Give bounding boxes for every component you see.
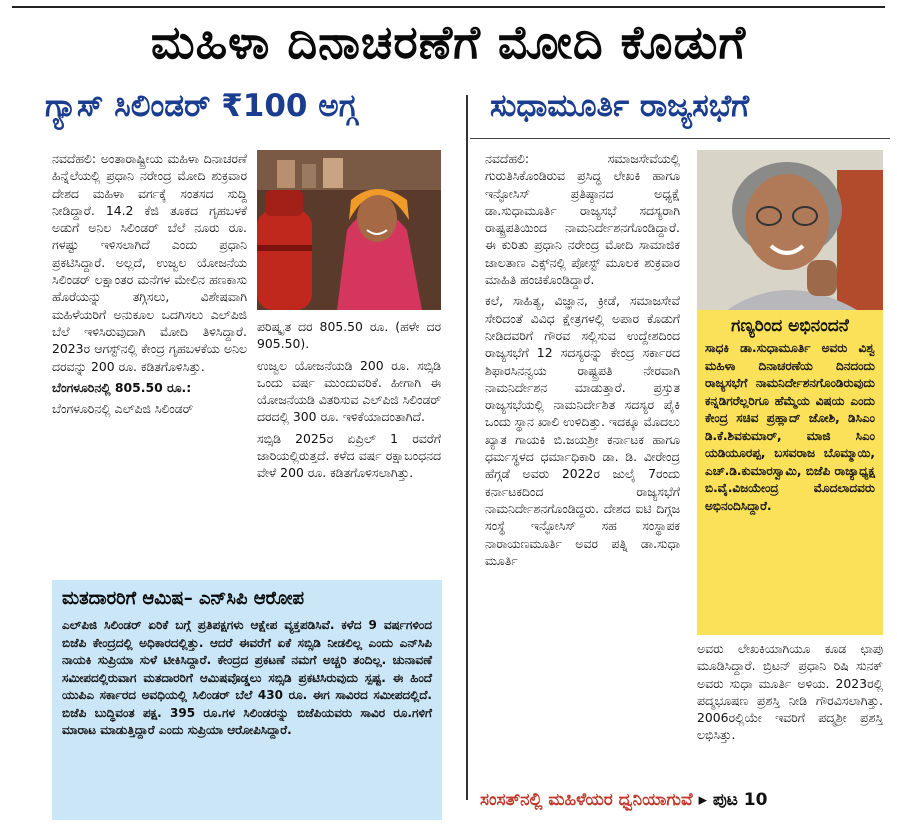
left-col1-subhead: ಬೆಂಗಳೂರಿನಲ್ಲಿ 805.50 ರೂ.: <box>52 379 192 395</box>
left-story-col2 <box>257 318 441 573</box>
congrats-box-text: ಸಾಧಕಿ ಡಾ.ಸುಧಾಮೂರ್ತಿ ಅವರು ವಿಶ್ವ ಮಹಿಳಾ ದಿನಾಚರಣೆಯ ದಿನದಂದು ರಾಜ್ಯಸಭೆಗೆ ನಾಮನಿರ್ದೇಶನಗೊಂಡಿರುವುದು ಕನ್ನಡಿಗರೆಲ್ಲರಿಗೂ ಹೆಮ್ಮೆಯ ವಿಷಯ ಎಂದು ಕೇಂದ್ರ ಸಚಿವ ಪ್ರಹ್ಲಾದ್ ಜೋಶಿ, ಡಿಸಿಎಂ ಡಿ.ಕೆ.ಶಿವಕುಮಾರ್, ಮಾಜಿ ಸಿಎಂ ಯಡಿಯೂರಪ್ಪ, ಬಸವರಾಜ ಬೊಮ್ಮಾಯಿ, ಎಚ್.ಡಿ.ಕುಮಾರಸ್ವಾಮಿ, ಬಿಜೆಪಿ ರಾಜ್ಯಾಧ್ಯಕ್ಷ ಬಿ.ವೈ.ವಿಜಯೇಂದ್ರ ಮೊದಲಾದವರು ಅಭಿನಂದಿಸಿದ್ದಾರೆ. <box>705 341 875 513</box>
page-headline: ಮಹಿಳಾ ದಿನಾಚರಣೆಗೆ ಮೋದಿ ಕೊಡುಗೆ <box>150 15 747 69</box>
left-col2-p2: ಉಜ್ವಲ ಯೋಜನೆಯಡಿ 200 ರೂ. ಸಬ್ಸಿಡಿ ಒಂದು ವರ್ಷ ಮುಂದುವರಿಕೆ. ಹೀಗಾಗಿ ಈ ಯೋಜನೆಯಡಿ ವಿತರಿಸುವ ಎಲ್‌ಪಿಜಿ ಸಿಲಿಂಡರ್ ದರದಲ್ಲಿ 300 ರೂ. ಇಳಿಕೆಯಾದಂತಾಗಿದೆ. <box>257 357 441 425</box>
right-col1-p1: ನವದೆಹಲಿ: ಸಮಾಜಸೇವೆಯಲ್ಲಿ ಗುರುತಿಸಿಕೊಂಡಿರುವ ಪ್ರಸಿದ್ಧ ಲೇಖಕಿ ಹಾಗೂ ಇನ್ಫೋಸಿಸ್ ಪ್ರತಿಷ್ಠಾನದ ಅಧ್ಯಕ್ಷೆ ಡಾ.ಸುಧಾಮೂರ್ತಿ ರಾಜ್ಯಸಭೆ ಸದಸ್ಯರಾಗಿ ರಾಷ್ಟ್ರಪತಿಯಿಂದ ನಾಮನಿರ್ದೇಶನಗೊಂಡಿದ್ದಾರೆ. ಈ ಕುರಿತು ಪ್ರಧಾನಿ ನರೇಂದ್ರ ಮೋದಿ ಸಾಮಾಜಿಕ ಜಾಲತಾಣ ಎಕ್ಸ್‌ನಲ್ಲಿ ಪೋಸ್ಟ್ ಮೂಲಕ ಶುಕ್ರವಾರ ಮಾಹಿತಿ ಹಂಚಿಕೊಂಡಿದ್ದಾರೆ. <box>485 151 680 288</box>
sudha-murty-photo <box>697 150 883 310</box>
right-story-col2 <box>697 640 883 780</box>
left-col2-p1: ಪರಿಷ್ಕೃತ ದರ 805.50 ರೂ. (ಹಳೇ ದರ 905.50). <box>257 319 441 352</box>
right-title-rule <box>470 138 890 139</box>
portrait-illustration <box>697 150 883 310</box>
ncp-box-text: ಎಲ್‌ಪಿಜಿ ಸಿಲಿಂಡರ್ ಏರಿಕೆ ಬಗ್ಗೆ ಪ್ರತಿಪಕ್ಷಗಳು ಆಕ್ಷೇಪ ವ್ಯಕ್ತಪಡಿಸಿವೆ. ಕಳೆದ 9 ವರ್ಷಗಳಿಂದ ಬಿಜೆಪಿ ಕೇಂದ್ರದಲ್ಲಿ ಅಧಿಕಾರದಲ್ಲಿತ್ತು. ಆದರೆ ಈವರೆಗೆ ಏಕೆ ಸಬ್ಸಿಡಿ ನೀಡಲಿಲ್ಲ ಎಂದು ಎನ್‌ಸಿಪಿ ನಾಯಕಿ ಸುಪ್ರಿಯಾ ಸುಳೆ ಟೀಕಿಸಿದ್ದಾರೆ. ಕೇಂದ್ರದ ಪ್ರಕಟಣೆ ನಮಗೆ ಅಚ್ಚರಿ ತಂದಿಲ್ಲ. ಚುನಾವಣೆ ಸಮೀಪದಲ್ಲಿರುವಾಗ ಮತದಾರರಿಗೆ ಆಮಿಷವೊಡ್ಡಲು ಸಬ್ಸಿಡಿ ಪ್ರಕಟಿಸಿರುವುದು ಸ್ಪಷ್ಟ. ಈ ಹಿಂದೆ ಯುಪಿಎ ಸರ್ಕಾರದ ಅವಧಿಯಲ್ಲಿ ಸಿಲಿಂಡರ್ ಬೆಲೆ 430 ರೂ. ಈಗ ಸಾವಿರದ ಸಮೀಪದಲ್ಲಿದೆ. ಬಿಜೆಪಿ ಬುದ್ಧಿವಂತ ಪಕ್ಷ. 395 ರೂ.ಗಳ ಸಿಲಿಂಡರನ್ನು ಬಿಜೆಪಿಯವರು ಸಾವಿರ ರೂ.ಗಳಿಗೆ ಮಾರಾಟ ಮಾಡುತ್ತಿದ್ದಾರೆ ಎಂದು ಸುಪ್ರಿಯಾ ಆರೋಪಿಸಿದ್ದಾರೆ. <box>62 618 432 737</box>
left-story-title: ಗ್ಯಾಸ್ ಸಿಲಿಂಡರ್ ₹100 ಅಗ್ಗ <box>45 88 358 124</box>
footer-page-ref: ▸ ಪುಟ 10 <box>698 790 768 810</box>
left-col1-text: ನವದೆಹಲಿ: ಅಂತಾರಾಷ್ಟ್ರೀಯ ಮಹಿಳಾ ದಿನಾಚರಣೆ ಹಿನ್ನೆಲೆಯಲ್ಲಿ ಪ್ರಧಾನಿ ನರೇಂದ್ರ ಮೋದಿ ಶುಕ್ರವಾರ ದೇಶದ ಮಹಿಳಾ ವರ್ಗಕ್ಕೆ ಸಂತಸದ ಸುದ್ದಿ ನೀಡಿದ್ದಾರೆ. 14.2 ಕೆಜಿ ತೂಕದ ಗೃಹಬಳಕೆ ಅಡುಗೆ ಅನಿಲ ಸಿಲಿಂಡರ್ ಬೆಲೆ ನೂರು ರೂ. ಗಳಷ್ಟು ಇಳಿಸಲಾಗಿದೆ ಎಂದು ಪ್ರಧಾನಿ ಪ್ರಕಟಿಸಿದ್ದಾರೆ. ಅಲ್ಲದೆ, ಉಜ್ವಲ ಯೋಜನೆಯ ಸಿಲಿಂಡರ್ ಲಕ್ಷಾಂತರ ಮನೆಗಳ ಮೇಲಿನ ಹಣಕಾಸು ಹೊರೆಯನ್ನು ತಗ್ಗಿಸಲು, ವಿಶೇಷವಾಗಿ ಮಹಿಳೆಯರಿಗೆ ಅನುಕೂಲ ಒದಗಿಸಲು ಎಲ್‌ಪಿಜಿ ಬೆಲೆ ಇಳಿಸಿರುವುದಾಗಿ ಮೋದಿ ತಿಳಿಸಿದ್ದಾರೆ. 2023ರ ಆಗಸ್ಟ್‌ನಲ್ಲಿ ಕೇಂದ್ರ ಗೃಹಬಳಕೆಯ ಅನಿಲ ದರವನ್ನು 200 ರೂ. ಕಡಿತಗೊಳಿಸಿತ್ತು. <box>52 151 247 374</box>
congrats-box-title: ಗಣ್ಯರಿಂದ ಅಭಿನಂದನೆ <box>731 316 849 336</box>
right-col1-p2: ಕಲೆ, ಸಾಹಿತ್ಯ, ವಿಜ್ಞಾನ, ಕ್ರೀಡೆ, ಸಮಾಜಸೇವೆ ಸೇರಿದಂತೆ ವಿವಿಧ ಕ್ಷೇತ್ರಗಳಲ್ಲಿ ಅಪಾರ ಕೊಡುಗೆ ನೀಡಿದವರಿಗೆ ಗೌರವ ಸಲ್ಲಿಸುವ ಉದ್ದೇಶದಿಂದ ರಾಜ್ಯಸಭೆಗೆ 12 ಸದಸ್ಯರನ್ನು ಕೇಂದ್ರ ಸರ್ಕಾರದ ಶಿಫಾರಸಿನನ್ವಯ ರಾಷ್ಟ್ರಪತಿ ನೇರವಾಗಿ ನಾಮನಿರ್ದೇಶನ ಮಾಡುತ್ತಾರೆ. ಪ್ರಸ್ತುತ ರಾಜ್ಯಸಭೆಯಲ್ಲಿ ನಾಮನಿರ್ದೇಶಿತ ಸದಸ್ಯರ ಪೈಕಿ ಒಂದು ಸ್ಥಾನ ಖಾಲಿ ಉಳಿದಿತ್ತು. ಇದಕ್ಕೂ ಮೊದಲು ಖ್ಯಾತ ಗಾಯಕಿ ಬಿ.ಜಯಶ್ರೀ ಕರ್ನಾಟಕ ಹಾಗೂ ಧರ್ಮಸ್ಥಳದ ಧರ್ಮಾಧಿಕಾರಿ ಡಾ. ಡಿ. ವೀರೇಂದ್ರ ಹೆಗ್ಗಡೆ ಅವರು 2022ರ ಜುಲೈ 7ರಂದು ಕರ್ನಾಟಕದಿಂದ ರಾಜ್ಯಸಭೆಗೆ ನಾಮನಿರ್ದೇಶನಗೊಂಡಿದ್ದರು. ದೇಶದ ಐಟಿ ದಿಗ್ಗಜ ಸಂಸ್ಥೆ ಇನ್ಫೋಸಿಸ್ ಸಹ ಸಂಸ್ಥಾಪಕ ನಾರಾಯಣಮೂರ್ತಿ ಅವರ ಪತ್ನಿ ಡಾ.ಸುಧಾ ಮೂರ್ತಿ <box>485 293 680 568</box>
lpg-woman-photo <box>257 150 441 310</box>
footer-teaser-text: ಸಂಸತ್‌ನಲ್ಲಿ ಮಹಿಳೆಯರ ಧ್ವನಿಯಾಗುವೆ <box>480 790 693 810</box>
right-col2-p1: ಅವರು ಲೇಖಕಿಯಾಗಿಯೂ ಕೂಡ ಛಾಪು ಮೂಡಿಸಿದ್ದಾರೆ. ಬ್ರಿಟನ್ ಪ್ರಧಾನಿ ರಿಷಿ ಸುನಕ್ ಅವರು ಸುಧಾ ಮೂರ್ತಿ ಅಳಿಯ. 2023ರಲ್ಲಿ ಪದ್ಮಭೂಷಣ ಪ್ರಶಸ್ತಿ ನೀಡಿ ಗೌರವಿಸಲಾಗಿತ್ತು. 2006ರಲ್ಲಿಯೇ ಇವರಿಗೆ ಪದ್ಮಶ್ರೀ ಪ್ರಶಸ್ತಿ ಲಭಿಸಿತ್ತು. <box>697 641 883 743</box>
lpg-photo-illustration <box>257 150 441 310</box>
ncp-box-title: ಮತದಾರರಿಗೆ ಆಮಿಷ– ಎನ್‌ಸಿಪಿ ಆರೋಪ <box>62 588 305 609</box>
footer-teaser[interactable] <box>480 790 890 810</box>
left-col2-p3: ಸಬ್ಸಿಡಿ 2025ರ ಏಪ್ರಿಲ್ 1 ರವರೆಗೆ ಜಾರಿಯಲ್ಲಿರುತ್ತದೆ. ಕಳೆದ ವರ್ಷ ರಕ್ಷಾಬಂಧನದ ವೇಳೆ 200 ರೂ. ಕಡಿತಗೊಳಿಸಲಾಗಿತ್ತು. <box>257 430 441 481</box>
ncp-allegation-box <box>52 580 442 820</box>
congrats-box <box>697 310 883 635</box>
right-story-title: ಸುಧಾಮೂರ್ತಿ ರಾಜ್ಯಸಭೆಗೆ <box>490 88 750 124</box>
right-story-col1 <box>485 150 680 780</box>
top-rule <box>12 6 885 8</box>
left-story-col1 <box>52 150 247 575</box>
column-divider <box>466 95 468 800</box>
left-col1-tail: ಬೆಂಗಳೂರಿನಲ್ಲಿ ಎಲ್‌ಪಿಜಿ ಸಿಲಿಂಡರ್ <box>52 401 194 417</box>
